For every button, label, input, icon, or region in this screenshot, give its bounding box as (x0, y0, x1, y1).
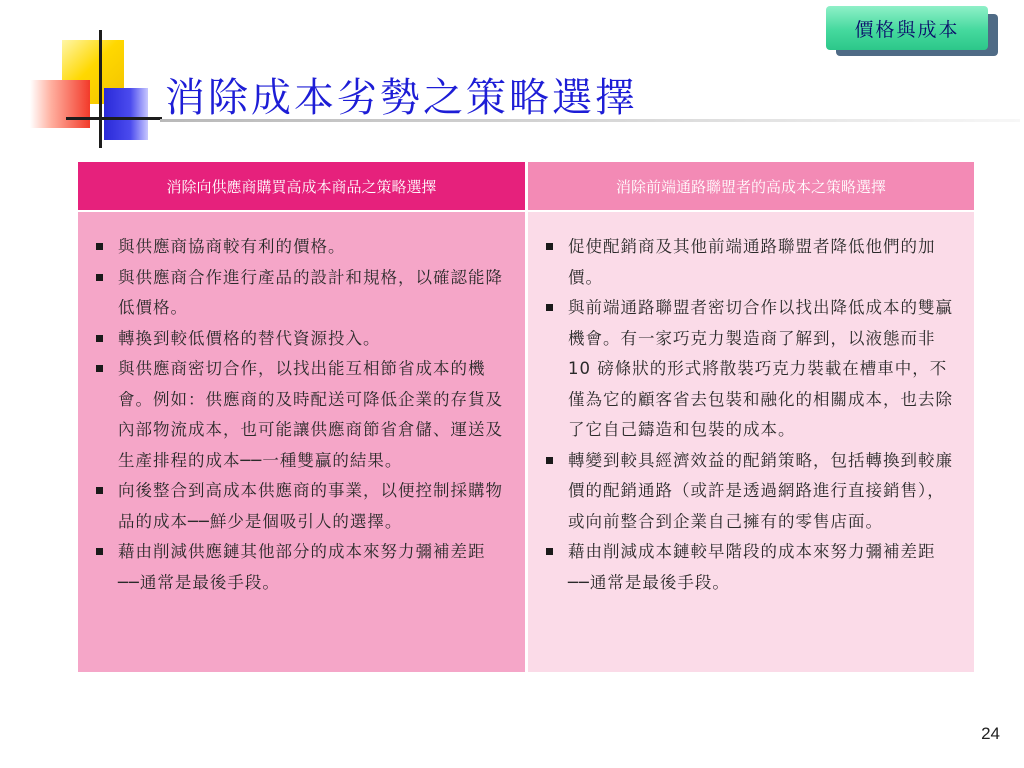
left-column-header: 消除向供應商購買高成本商品之策略選擇 (78, 162, 525, 210)
strategy-table (78, 162, 974, 672)
list-item: 轉變到較具經濟效益的配銷策略，包括轉換到較廉價的配銷通路（或許是透過網路進行直接銷售），或向前整合到企業自己擁有的零售店面。 (542, 446, 956, 538)
logo-horizontal-line (66, 117, 162, 120)
page-number: 24 (981, 724, 1000, 743)
logo-blue-square (104, 88, 148, 140)
list-item: 與前端通路聯盟者密切合作以找出降低成本的雙贏機會。有一家巧克力製造商了解到，以液態而非 10 磅條狀的形式將散裝巧克力裝載在槽車中，不僅為它的顧客省去包裝和融化的相關成本，也去除了它自己鑄造和包裝的成本。 (542, 293, 956, 446)
logo-vertical-line (99, 30, 102, 148)
badge-label: 價格與成本 (826, 6, 988, 50)
list-item: 轉換到較低價格的替代資源投入。 (92, 324, 507, 355)
right-column-header: 消除前端通路聯盟者的高成本之策略選擇 (528, 162, 974, 210)
left-item-list (78, 212, 525, 598)
list-item: 藉由削減成本鏈較早階段的成本來努力彌補差距──通常是最後手段。 (542, 537, 956, 598)
logo-red-square (30, 80, 90, 128)
list-item: 與供應商密切合作，以找出能互相節省成本的機會。例如：供應商的及時配送可降低企業的存貨及內部物流成本，也可能讓供應商節省倉儲、運送及生產排程的成本──一種雙贏的結果。 (92, 354, 507, 476)
slide-title: 消除成本劣勢之策略選擇 (165, 75, 638, 121)
left-column (78, 162, 525, 672)
list-item: 向後整合到高成本供應商的事業，以便控制採購物品的成本──鮮少是個吸引人的選擇。 (92, 476, 507, 537)
right-item-list (528, 212, 974, 598)
right-column (525, 162, 974, 672)
list-item: 與供應商合作進行產品的設計和規格，以確認能降低價格。 (92, 263, 507, 324)
section-badge (826, 6, 998, 56)
list-item: 與供應商協商較有利的價格。 (92, 232, 507, 263)
list-item: 藉由削減供應鏈其他部分的成本來努力彌補差距──通常是最後手段。 (92, 537, 507, 598)
list-item: 促使配銷商及其他前端通路聯盟者降低他們的加價。 (542, 232, 956, 293)
